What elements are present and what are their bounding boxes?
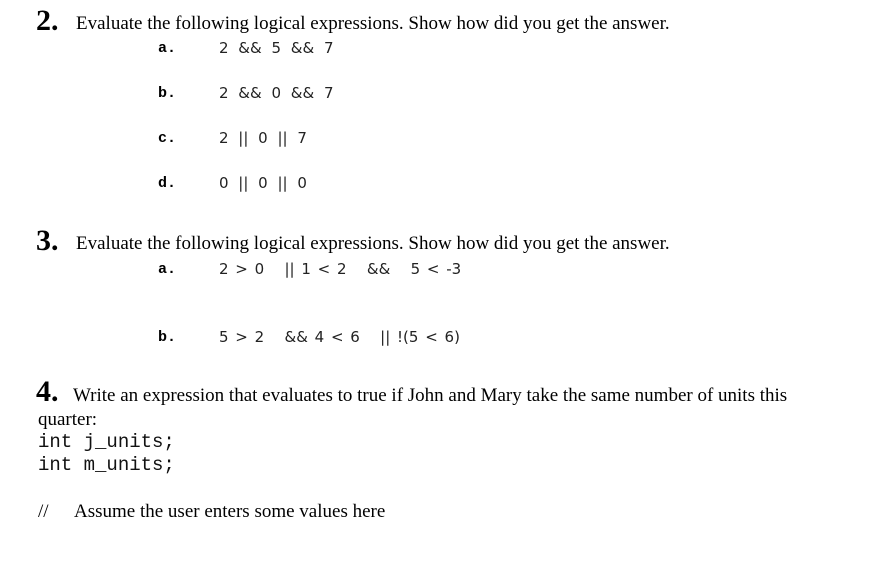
q2-item-d-expression: 0 || 0 || 0 xyxy=(219,174,307,192)
q3-item-b-label: b. xyxy=(158,329,177,346)
q3-number: 3. xyxy=(36,224,59,257)
q2-item-b-label: b. xyxy=(158,85,177,102)
q3-item-a-expression: 2 > 0 || 1 < 2 && 5 < -3 xyxy=(219,260,462,278)
q2-item-c-label: c. xyxy=(158,130,177,147)
q2-item-d-label: d. xyxy=(158,175,177,192)
q3-prompt: Evaluate the following logical expressions. Show how did you get the answer. xyxy=(76,233,670,254)
code-comment-prefix: // xyxy=(38,501,49,522)
q4-number: 4. xyxy=(36,375,59,408)
q2-prompt: Evaluate the following logical expressions. Show how did you get the answer. xyxy=(76,13,670,34)
q2-item-b-expression: 2 && 0 && 7 xyxy=(219,84,334,102)
q3-item-a-label: a. xyxy=(158,261,177,278)
q2-item-a-label: a. xyxy=(158,40,177,57)
q4-prompt-line1: Write an expression that evaluates to true if John and Mary take the same number of units this xyxy=(73,385,788,406)
q2-number: 2. xyxy=(36,4,59,37)
q3-item-b-expression: 5 > 2 && 4 < 6 || !(5 < 6) xyxy=(219,328,460,346)
q4-prompt-line2: quarter: xyxy=(38,409,98,430)
code-line-j-units: int j_units; xyxy=(38,431,175,453)
q2-item-a-expression: 2 && 5 && 7 xyxy=(219,39,334,57)
code-line-m-units: int m_units; xyxy=(38,454,175,476)
code-comment-text: Assume the user enters some values here xyxy=(74,501,386,522)
q2-item-c-expression: 2 || 0 || 7 xyxy=(219,129,307,147)
